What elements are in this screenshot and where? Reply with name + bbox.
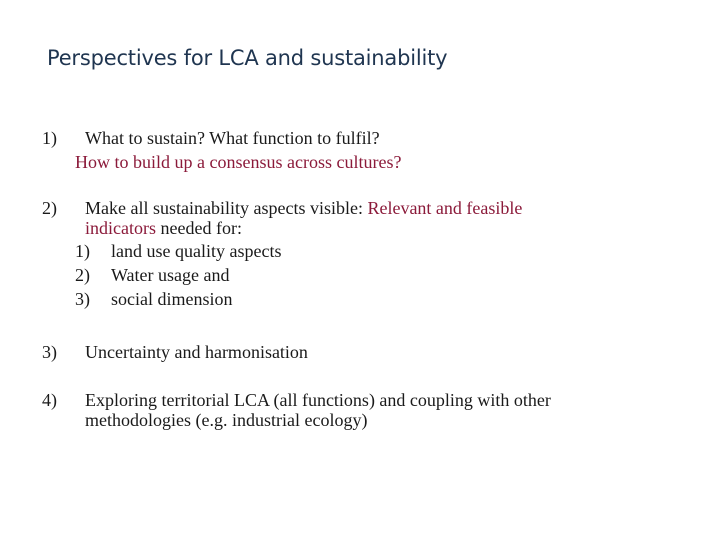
item-3-line-1: Uncertainty and harmonisation (85, 342, 308, 362)
subitem-2-number: 2) (75, 265, 90, 285)
subitem-2-text: Water usage and (111, 265, 230, 285)
slide-title: Perspectives for LCA and sustainability (47, 46, 448, 70)
subitem-3-number: 3) (75, 289, 90, 309)
item-1-line-2: How to build up a consensus across cultures? (75, 152, 402, 172)
subitem-1-number: 1) (75, 241, 90, 261)
item-2-line-1-accent: Relevant and feasible (367, 198, 523, 218)
item-2-line-1 (85, 198, 522, 219)
subitem-1-text: land use quality aspects (111, 241, 282, 261)
item-2-line-1-plain: Make all sustainability aspects visible: (85, 198, 368, 218)
item-1-number: 1) (42, 128, 57, 148)
item-2-line-2 (85, 218, 242, 239)
item-1-line-1: What to sustain? What function to fulfil? (85, 128, 380, 148)
item-3-number: 3) (42, 342, 57, 362)
item-4-number: 4) (42, 390, 57, 410)
item-4-line-1: Exploring territorial LCA (all functions) and coupling with other (85, 390, 551, 410)
item-2-line-2-plain: needed for: (155, 218, 242, 238)
subitem-3-text: social dimension (111, 289, 233, 309)
item-4-line-2: methodologies (e.g. industrial ecology) (85, 410, 368, 430)
item-2-number: 2) (42, 198, 57, 218)
item-2-line-2-accent: indicators (85, 218, 156, 238)
